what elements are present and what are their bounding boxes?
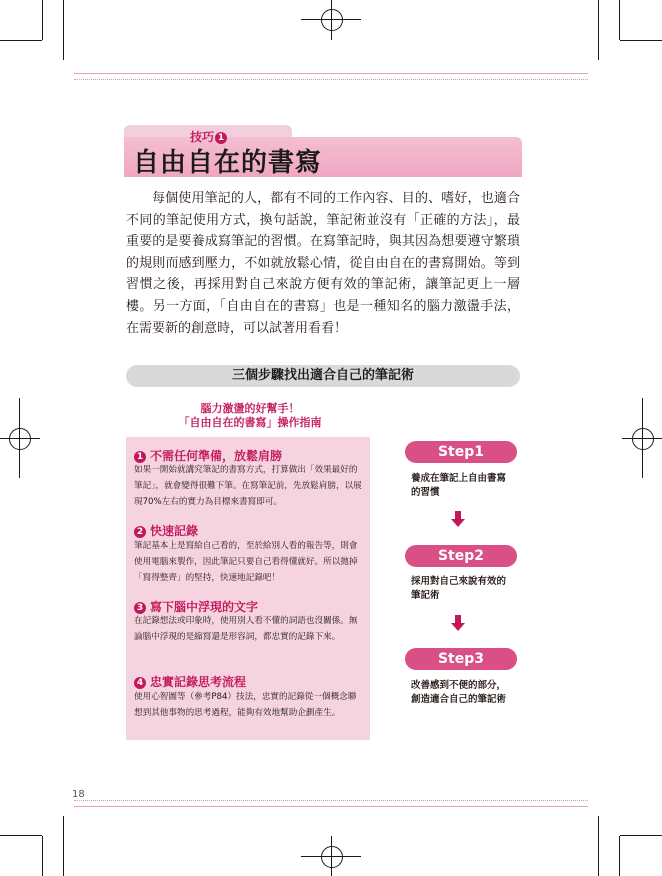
tip-heading: 2 快速記錄 xyxy=(134,522,198,539)
step-pill: Step1 xyxy=(405,441,517,463)
crop-mark xyxy=(0,40,42,41)
registration-mark-right xyxy=(632,428,654,450)
header-rule xyxy=(74,73,588,74)
tip-label: 技巧 1 xyxy=(190,128,227,145)
arrow-down-icon xyxy=(451,615,465,631)
guide-subtitle: 腦力激盪的好幫手！ xyxy=(200,402,300,415)
tip-text: 使用心智圖等（參考P84）技法，忠實的記錄從一個概念聯想到其他事物的思考過程，能夠有效地幫助企劃產生。 xyxy=(134,692,357,718)
tip-heading: 1 不需任何準備，放鬆肩膀 xyxy=(134,447,282,464)
body-paragraph: 每個使用筆記的人，都有不同的工作內容、目的、嗜好，也適合不同的筆記使用方式，換句話說，筆記術並沒有「正確的方法」，最重要的是要養成寫筆記的習慣。在寫筆記時，與其因為想要遵守繁瑣的規則而感到壓力，不如就放鬆心情，從自由自在的書寫開始。等到習慣之後，再採用對自己來說方便有效的筆記術，讓筆記更上一層樓。另一方面，「自由自在的書寫」也是一種知名的腦力激盪手法，在需要新的創意時，可以試著用看看！ xyxy=(126,191,520,336)
body-text xyxy=(126,188,520,339)
registration-cross xyxy=(19,398,20,478)
registration-cross xyxy=(301,856,361,857)
arrow-down-icon xyxy=(451,511,465,527)
crop-mark xyxy=(598,816,599,876)
page-title: 自由自在的書寫 xyxy=(133,148,323,178)
tip-number-badge: 1 xyxy=(134,451,146,463)
step-pill: Step3 xyxy=(405,648,517,670)
tip-text: 如果一開始就講究筆記的書寫方式，打算做出「效果最好的筆記」，就會變得很難下筆。在寫筆記前，先放鬆肩膀，以展現70%左右的實力為目標來書寫即可。 xyxy=(134,465,362,507)
tip-text: 筆記基本上是寫給自己看的，至於給別人看的報告等，則會使用電腦來製作，因此筆記只要自己看得懂就好。所以拋掉「寫得整齊」的堅持，快速地記錄吧！ xyxy=(134,541,358,583)
tip-number-badge: 2 xyxy=(134,526,146,538)
header-dotted-rule xyxy=(74,79,588,80)
tip-number-badge: 1 xyxy=(215,132,227,144)
registration-cross xyxy=(331,0,332,40)
registration-cross xyxy=(301,19,361,20)
crop-mark xyxy=(598,0,599,60)
section-title: 三個步驟找出適合自己的筆記術 xyxy=(231,368,414,383)
crop-mark xyxy=(619,836,620,876)
crop-mark xyxy=(620,835,662,836)
step-description: 養成在筆記上自由書寫的習慣 xyxy=(411,473,507,498)
crop-mark xyxy=(42,836,43,876)
registration-mark-top xyxy=(321,9,343,31)
tip-heading: 4 忠實記錄思考流程 xyxy=(134,673,246,690)
registration-cross xyxy=(0,438,40,439)
crop-mark xyxy=(619,0,620,40)
tip-number-badge: 3 xyxy=(134,602,146,614)
registration-mark-left xyxy=(9,428,31,450)
step-pill: Step2 xyxy=(405,545,517,567)
step-description: 改善感到不便的部分，創造適合自己的筆記術 xyxy=(411,680,507,705)
registration-cross xyxy=(642,398,643,478)
footer-rule xyxy=(74,806,588,807)
crop-mark xyxy=(63,816,64,876)
crop-mark xyxy=(0,835,42,836)
tip-text: 在記錄想法或印象時，使用別人看不懂的詞語也沒關係。無論腦中浮現的是縮寫還是形容詞，都忠實的記錄下來。 xyxy=(134,616,358,642)
page-number: 18 xyxy=(72,789,85,800)
step-description: 採用對自己來說有效的筆記術 xyxy=(411,576,507,601)
crop-mark xyxy=(42,0,43,40)
tip-number-badge: 4 xyxy=(134,677,146,689)
guide-subtitle: 「自由自在的書寫」操作指南 xyxy=(178,416,322,429)
crop-mark xyxy=(620,40,662,41)
crop-mark xyxy=(63,0,64,60)
registration-mark-bottom xyxy=(321,846,343,868)
footer-dotted-rule xyxy=(74,800,588,801)
tip-heading: 3 寫下腦中浮現的文字 xyxy=(134,598,258,615)
